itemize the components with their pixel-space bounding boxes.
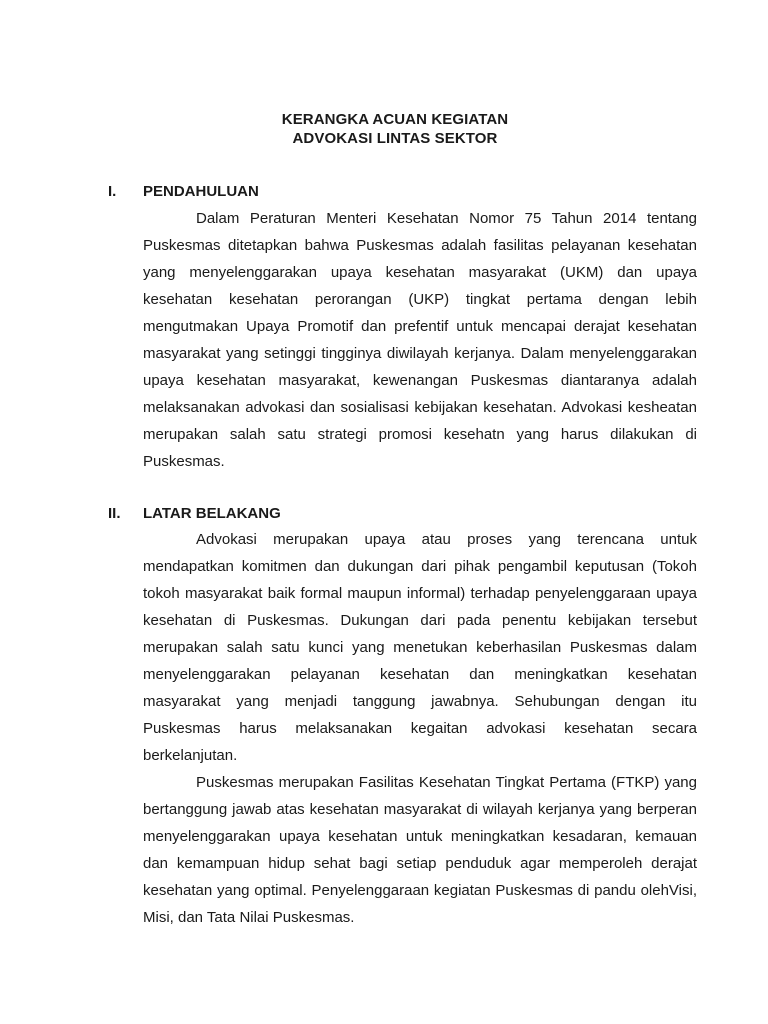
section-1-paragraph-1: Dalam Peraturan Menteri Kesehatan Nomor 75 Tahun 2014 tentang Puskesmas ditetapkan bahwa Puskesmas adalah fasilitas pelayanan kesehatan yang menyelenggarakan upaya kesehatan masyarakat (UKM) dan upaya kesehatan kesehatan perorangan (UKP) tingkat pertama dengan lebih mengutmakan Upaya Promotif dan prefentif untuk mencapai derajat kesehatan masyarakat yang setinggi tingginya diwilayah kerjanya. Dalam menyelenggarakan upaya kesehatan masyarakat, kewenangan Puskesmas diantaranya adalah melaksanakan advokasi dan sosialisasi kebijakan kesehatan. Advokasi kesheatan merupakan salah satu strategi promosi kesehatn yang harus dilakukan di Puskesmas.: [143, 210, 697, 470]
section-2-body: [143, 526, 697, 931]
document-title-line-2: ADVOKASI LINTAS SEKTOR: [292, 130, 498, 147]
section-2-heading: LATAR BELAKANG: [143, 505, 281, 522]
section-1-heading: PENDAHULUAN: [143, 183, 259, 200]
section-2-number: II.: [108, 505, 121, 522]
section-2-paragraph-1: Advokasi merupakan upaya atau proses yang terencana untuk mendapatkan komitmen dan dukungan dari pihak pengambil keputusan (Tokoh tokoh masyarakat baik formal maupun informal) terhadap penyelenggaraan upaya kesehatan di Puskesmas. Dukungan dari pada penentu kebijakan tersebut merupakan salah satu kunci yang menetukan keberhasilan Puskesmas dalam menyelenggarakan pelayanan kesehatan dan meningkatkan kesehatan masyarakat yang menjadi tanggung jawabnya. Sehubungan dengan itu Puskesmas harus melaksanakan kegaitan advokasi kesehatan secara berkelanjutan.: [143, 531, 697, 764]
section-1-number: I.: [108, 183, 117, 200]
section-2-paragraph-2: Puskesmas merupakan Fasilitas Kesehatan Tingkat Pertama (FTKP) yang bertanggung jawab atas kesehatan masyarakat di wilayah kerjanya yang berperan menyelenggarakan upaya kesehatan untuk meningkatkan kesadaran, kemauan dan kemampuan hidup sehat bagi setiap penduduk agar memperoleh derajat kesehatan yang optimal. Penyelenggaraan kegiatan Puskesmas di pandu olehVisi, Misi, dan Tata Nilai Puskesmas.: [143, 774, 697, 926]
document-title-line-1: KERANGKA ACUAN KEGIATAN: [281, 111, 509, 128]
section-1-body: [143, 205, 697, 475]
